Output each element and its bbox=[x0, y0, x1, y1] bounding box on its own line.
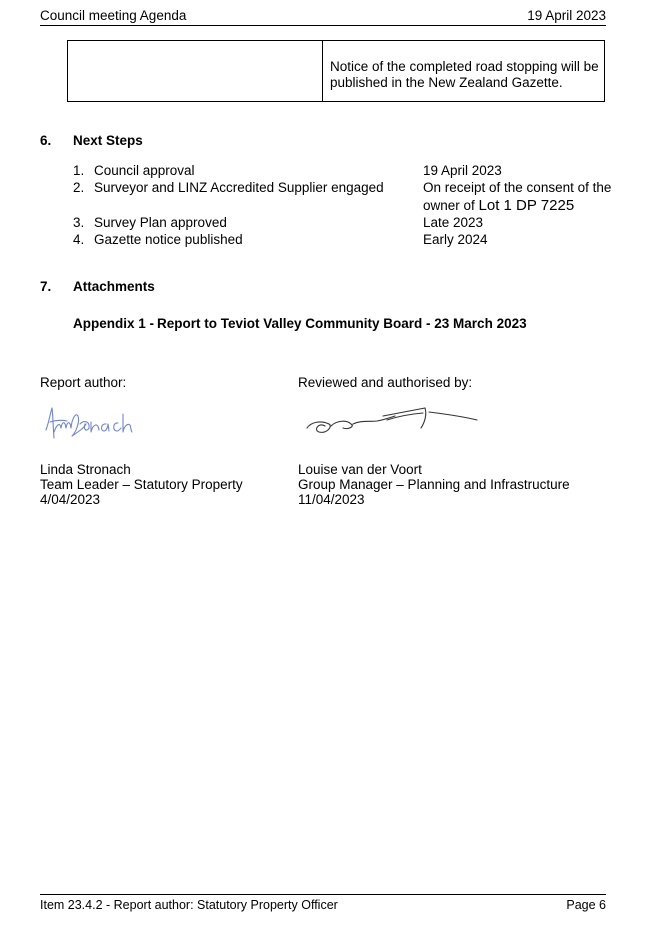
section-7-number: 7. bbox=[40, 279, 52, 294]
step-label: Surveyor and LINZ Accredited Supplier engaged bbox=[94, 180, 384, 195]
step-number: 3. bbox=[73, 215, 85, 230]
header-date: 19 April 2023 bbox=[527, 8, 606, 23]
reviewer-date: 11/04/2023 bbox=[298, 492, 365, 507]
author-name: Linda Stronach bbox=[40, 462, 131, 477]
reviewer-heading: Reviewed and authorised by: bbox=[298, 375, 473, 390]
table-fragment bbox=[67, 40, 605, 102]
table-column-divider bbox=[322, 41, 323, 101]
footer-rule bbox=[40, 894, 606, 895]
reviewer-name: Louise van der Voort bbox=[298, 462, 422, 477]
step-timing-continued bbox=[423, 197, 574, 214]
header-title: Council meeting Agenda bbox=[40, 8, 187, 23]
reviewer-signature-image bbox=[303, 402, 481, 440]
section-6-title: Next Steps bbox=[73, 133, 143, 148]
appendix-label: Appendix 1 - bbox=[73, 316, 155, 331]
table-cell-text: Notice of the completed road stopping will be published in the New Zealand Gazette. bbox=[330, 59, 599, 90]
step-timing: On receipt of the consent of the bbox=[423, 180, 612, 195]
section-7-title: Attachments bbox=[73, 279, 155, 294]
step-number: 1. bbox=[73, 163, 85, 178]
header-rule bbox=[40, 25, 606, 26]
author-date: 4/04/2023 bbox=[40, 492, 101, 507]
step-label: Survey Plan approved bbox=[94, 215, 227, 230]
reviewer-role: Group Manager – Planning and Infrastructure bbox=[298, 477, 570, 492]
report-author-heading: Report author: bbox=[40, 375, 127, 390]
step-number: 4. bbox=[73, 232, 85, 247]
lot-reference: Lot 1 DP 7225 bbox=[478, 197, 575, 214]
footer-page-number: Page 6 bbox=[566, 898, 606, 912]
appendix-link[interactable]: Report to Teviot Valley Community Board - 23 March 2023 bbox=[157, 316, 527, 331]
author-signature-image bbox=[40, 402, 138, 446]
step-number: 2. bbox=[73, 180, 85, 195]
step-timing: 19 April 2023 bbox=[423, 163, 502, 178]
step-label: Gazette notice published bbox=[94, 232, 243, 247]
step-timing: Late 2023 bbox=[423, 215, 484, 230]
section-6-number: 6. bbox=[40, 133, 52, 148]
step-label: Council approval bbox=[94, 163, 195, 178]
footer-item: Item 23.4.2 - Report author: Statutory Property Officer bbox=[40, 898, 338, 912]
author-role: Team Leader – Statutory Property bbox=[40, 477, 243, 492]
step-timing: Early 2024 bbox=[423, 232, 488, 247]
step-timing-prefix: owner of bbox=[423, 198, 479, 213]
